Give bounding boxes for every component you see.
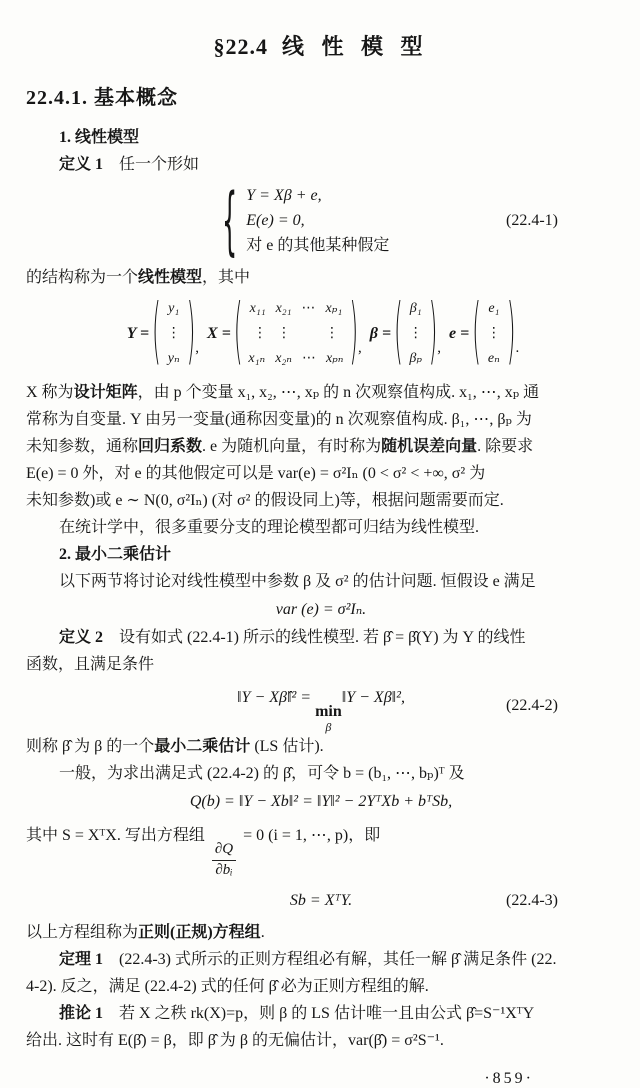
text-run: 定理 1 [59,951,104,968]
matrix-cell: x₂₁ [275,301,292,316]
matrix-y [162,296,186,371]
equation-22-4-1 [26,177,616,264]
right-paren: ) [186,292,196,375]
text-line [26,406,616,433]
matrix-row [243,321,348,346]
text-run: (LS 估计). [250,738,324,755]
equation-rhs: ‖Y − Xβ‖², [341,689,405,706]
left-paren: ( [394,292,403,375]
text-run: (22.4-3) 式所示的正则方程组必有解，其任一解 β̂ 满足条件 (22. [103,951,557,968]
text-run: E(e) = 0 外，对 e 的其他假定可以是 var(e) = σ²Iₙ (0 < σ² < +∞, σ² 为 [26,465,486,482]
paragraph-statistics [26,514,616,541]
min-operator: min β [315,703,342,734]
theorem-1-line-1 [26,946,616,973]
chapter-heading [26,30,616,61]
equation-line: 对 e 的其他某种假定 [246,237,390,254]
matrix-cell: yₙ [167,351,180,366]
text-run: 一般，为求出满足式 (22.4-2) 的 β̂，可令 b = (b₁, ⋯, bₚ)ᵀ 及 [59,765,465,782]
matrix-separator: , [437,340,442,356]
general-line [26,760,616,787]
system-brace: { [222,177,238,264]
partial-derivative-fraction: $\frac{\partial Q}{\text{∂bᵢ}}$ [212,840,236,880]
text-line [26,487,616,514]
matrix-cell: x₁₁ [249,301,266,316]
matrix-cell: e₁ [488,301,500,316]
text-run: . 除要求 [477,438,534,455]
equation-q: Q(b) = ‖Y − Xb‖² = ‖Y‖² − 2YᵀXb + bᵀSb, [189,793,453,810]
text-run: 回归系数 [138,438,203,455]
list-item-1 [26,124,616,151]
matrix-cell: xₚ₁ [325,301,343,316]
text-run: . e 为随机向量，有时称为 [202,438,382,455]
text-run: ，由 p 个变量 x₁, x₂, ⋯, xₚ 的 n 次观察值构成. x₁, ⋯, xₚ 通 [137,384,540,401]
definition-1-lead [26,151,616,178]
right-paren: ) [506,292,516,375]
text-run: 未知参数)或 e ∼ N(0, σ²Iₙ) (对 σ² 的假设同上)等，根据问题需要而定. [26,492,504,509]
matrix-cell: ⋮ [486,326,501,341]
matrix-beta [404,296,428,371]
text-run: 的结构称为一个 [26,269,139,286]
matrix-cell: βₚ [409,351,422,366]
corollary-1-line-1 [26,1000,616,1027]
section-heading: 22.4.1. 基本概念 [26,87,178,109]
system-lines [246,183,389,258]
text-run: 在统计学中，很多重要分支的理论模型都可归结为线性模型. [59,519,480,536]
matrix-e [482,296,506,371]
text-line [26,433,616,460]
matrix-row [404,346,428,371]
text-run: X 称为 [26,384,74,401]
matrix-end: . [515,340,520,356]
matrix-row [162,346,186,371]
matrix-display [26,292,616,375]
text-run: 常称为自变量. Y 由另一变量(通称因变量)的 n 次观察值构成. β₁, ⋯, βₚ 为 [26,411,532,428]
text-run: 设有如式 (22.4-1) 所示的线性模型. 若 β̂ = β̂(Y) 为 Y 的线性 [103,629,526,646]
text-run: . [260,924,265,941]
text-run: 1. 线性模型 [59,129,140,146]
equation-tag: (22.4-1) [506,211,558,229]
text-run: 线性模型 [138,269,203,286]
matrix-x [243,296,348,371]
matrix-cell: ⋮ [324,326,339,341]
text-run: 4-2). 反之，满足 (22.4-2) 式的任何 β̂ 必为正则方程组的解. [26,978,429,995]
text-run: 给出. 这时有 E(β̂) = β，即 β̂ 为 β 的无偏估计，var(β̂) = σ²S⁻¹. [26,1032,444,1049]
left-paren: ( [472,292,481,375]
matrix-cell: ⋮ [276,326,291,341]
text-run: ，其中 [202,269,251,286]
text-run: 最小二乘估计 [154,738,251,755]
matrix-cell: ⋮ [408,326,423,341]
matrix-label-y: Y = [126,324,150,342]
equation-lhs: ‖Y − Xβ̂‖² = [237,689,316,706]
equation-tag: (22.4-3) [506,891,558,909]
matrix-cell: eₙ [487,351,500,366]
matrix-separator: , [195,340,200,356]
matrix-cell: ⋯ [301,301,316,316]
matrix-row [482,346,506,371]
text-run: 任一个形如 [103,156,200,173]
list-item-2 [26,541,616,568]
matrix-cell: ⋯ [301,351,316,366]
right-paren: ) [349,292,359,375]
matrix-row [243,296,348,321]
matrix-cell [296,321,320,346]
text-run: 定义 2 [59,629,104,646]
text-run: 2. 最小二乘估计 [59,546,172,563]
text-run: 以下两节将讨论对线性模型中参数 β 及 σ² 的估计问题. 恒假设 e 满足 [59,573,536,590]
matrix-cell: xₚₙ [325,351,344,366]
text-line [26,460,616,487]
text-run: 随机误差向量 [381,438,478,455]
s-line-prefix: 其中 S = XᵀX. 写出方程组 [26,827,209,844]
corollary-1-line-2 [26,1027,616,1054]
equation-tag: (22.4-2) [506,696,558,714]
equation-var: var (e) = σ²Iₙ. [275,601,367,618]
equation-22-4-3: Sb = XᵀY. (22.4-3) [289,891,558,909]
equation-22-4-2 [26,678,616,733]
equation-line: Y = Xβ + e, [246,187,322,204]
matrix-cell: y₁ [168,301,180,316]
matrix-row [404,296,428,321]
page-number: ·859· [484,1070,534,1087]
right-paren: ) [428,292,438,375]
text-run: 未知参数，通称 [26,438,139,455]
matrix-row [243,346,348,371]
text-line [26,379,616,406]
left-paren: ( [233,292,243,375]
text-run: 定义 1 [59,156,104,173]
matrix-row [162,296,186,321]
matrix-cell: x₂ₙ [275,351,292,366]
matrix-row [404,321,428,346]
chapter-number: §22.4 [213,34,268,59]
matrix-row [482,321,506,346]
matrix-row [162,321,186,346]
text-run: 则称 β̂ 为 β 的一个 [26,738,155,755]
text-run: 设计矩阵 [73,384,138,401]
theorem-1-line-2 [26,973,616,1000]
equation-s-line [26,816,616,880]
matrix-label-beta: β = [369,324,392,342]
paragraph-estimation [26,568,616,595]
left-paren: ( [152,292,161,375]
text-run: 函数，且满足条件 [26,656,155,673]
matrix-row [482,296,506,321]
matrix-cell: ⋮ [166,326,181,341]
normal-equations-line [26,919,616,946]
matrix-separator: , [358,340,362,356]
definition-2-line-2 [26,651,616,678]
matrix-label-e: e = [449,324,470,342]
equation-line: E(e) = 0, [246,212,305,229]
text-run: 正则(正规)方程组 [138,924,261,941]
text-run: 以上方程组称为 [26,924,139,941]
matrix-cell: x₁ₙ [248,351,266,366]
ls-estimate-line [26,733,616,760]
structure-line [26,264,616,291]
matrix-label-x: X = [207,324,231,342]
definition-2-line-1 [26,624,616,651]
s-line-suffix: = 0 (i = 1, ⋯, p)，即 [239,827,381,844]
matrix-cell: ⋮ [252,326,267,341]
text-run: 若 X 之秩 rk(X)=p，则 β 的 LS 估计唯一且由公式 β̂=S⁻¹XᵀY [103,1005,535,1022]
matrix-cell: β₁ [409,301,422,316]
chapter-title: 线 性 模 型 [281,34,429,59]
text-run: 推论 1 [59,1005,104,1022]
